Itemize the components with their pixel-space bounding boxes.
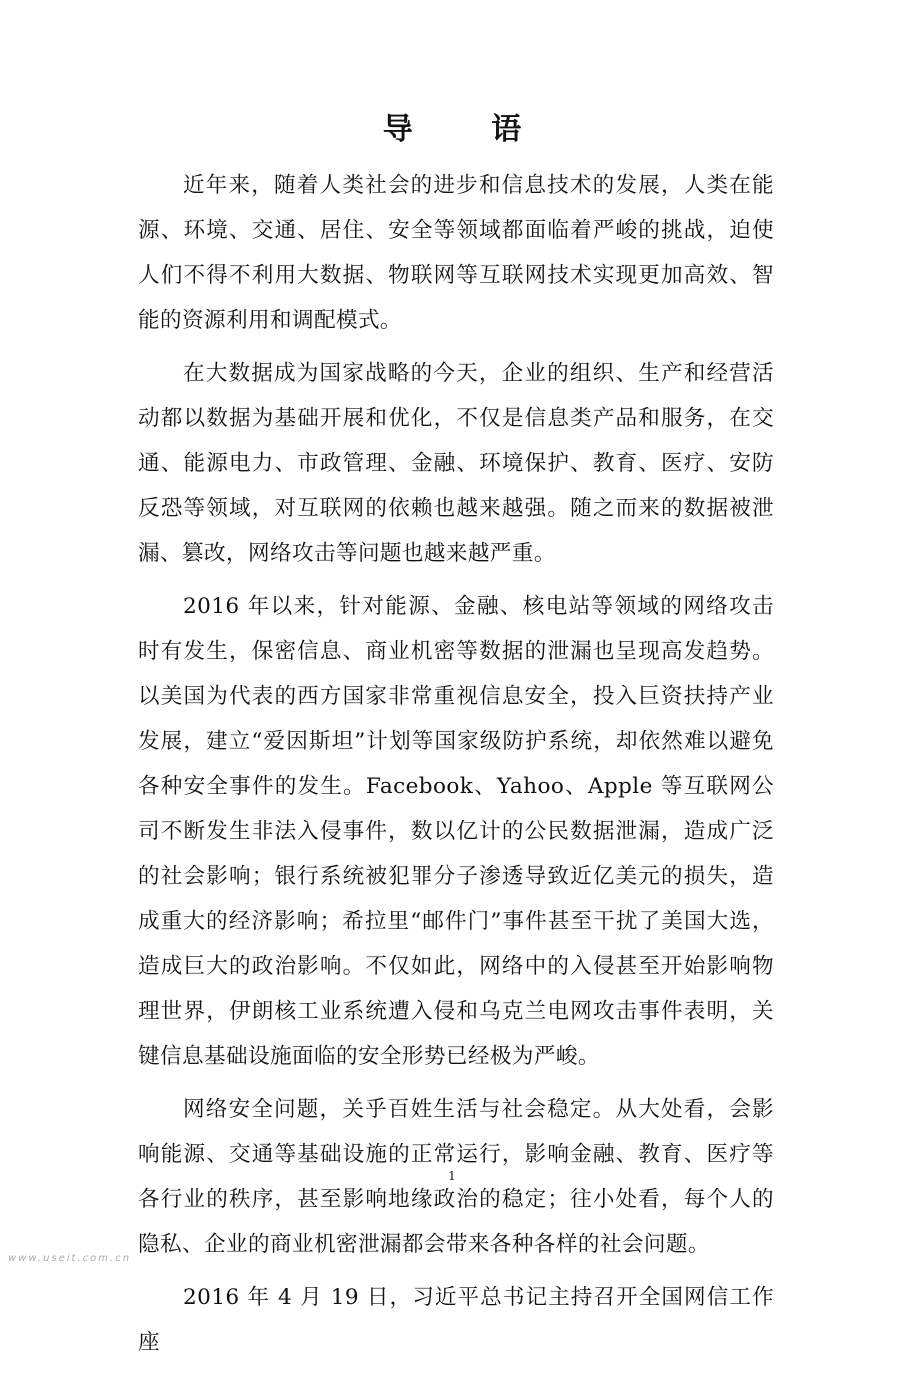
page-title: 导 语 [382, 112, 556, 147]
paragraph-5: 2016 年 4 月 19 日，习近平总书记主持召开全国网信工作座 [138, 1285, 774, 1355]
paragraph-3: 2016 年以来，针对能源、金融、核电站等领域的网络攻击时有发生，保密信息、商业机密等数据的泄漏也呈现高发趋势。以美国为代表的西方国家非常重视信息安全，投入巨资扶持产业发展，建立“爱因斯坦”计划等国家级防护系统，却依然难以避免各种安全事件的发生。Facebook、Yahoo、Apple 等互联网公司不断发生非法入侵事件，数以亿计的公民数据泄漏，造成广泛的社会影响；银行系统被犯罪分子渗透导致近亿美元的损失，造成重大的经济影响；希拉里“邮件门”事件甚至干扰了美国大选，造成巨大的政治影响。不仅如此，网络中的入侵甚至开始影响物理世界，伊朗核工业系统遭入侵和乌克兰电网攻击事件表明，关键信息基础设施面临的安全形势已经极为严峻。 [138, 594, 774, 1069]
paragraph-1: 近年来，随着人类社会的进步和信息技术的发展，人类在能源、环境、交通、居住、安全等领域都面临着严峻的挑战，迫使人们不得不利用大数据、物联网等互联网技术实现更加高效、智能的资源利用和调配模式。 [138, 173, 774, 333]
paragraph-4: 网络安全问题，关乎百姓生活与社会稳定。从大处看，会影响能源、交通等基础设施的正常运行，影响金融、教育、医疗等各行业的秩序，甚至影响地缘政治的稳定；往小处看，每个人的隐私、企业的商业机密泄漏都会带来各种各样的社会问题。 [138, 1097, 774, 1257]
site-watermark: www.useit.com.cn [8, 1253, 132, 1264]
document-body [138, 163, 774, 1373]
page-number: 1 [448, 1169, 456, 1183]
paragraph-2: 在大数据成为国家战略的今天，企业的组织、生产和经营活动都以数据为基础开展和优化，不仅是信息类产品和服务，在交通、能源电力、市政管理、金融、环境保护、教育、医疗、安防反恐等领域，对互联网的依赖也越来越强。随之而来的数据被泄漏、篡改，网络攻击等问题也越来越严重。 [138, 361, 774, 566]
